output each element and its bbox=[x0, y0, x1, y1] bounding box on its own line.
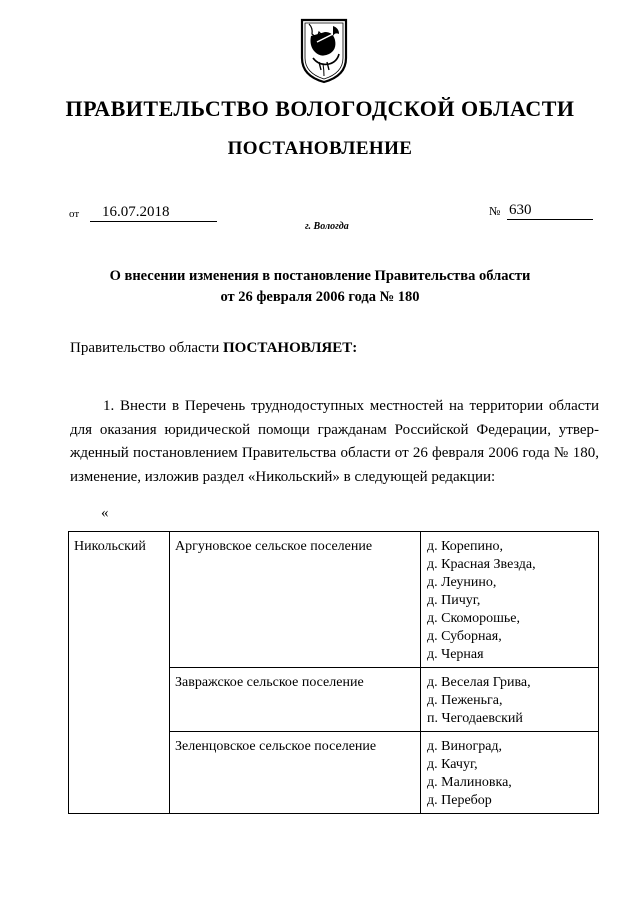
locality-item: п. Чегодаевский bbox=[427, 711, 523, 726]
decree-prefix: Правительство области bbox=[70, 340, 220, 356]
localities-cell bbox=[421, 668, 599, 732]
settlement-cell: Завражское сельское поселение bbox=[170, 668, 421, 732]
subject-line-1: О внесении изменения в постановление Правительства области bbox=[109, 268, 531, 284]
settlement-cell: Аргуновское сельское поселение bbox=[170, 532, 421, 668]
subject-heading bbox=[60, 266, 580, 308]
number-label: № bbox=[489, 204, 501, 218]
localities-table bbox=[68, 531, 599, 814]
date-label: от bbox=[69, 208, 80, 220]
coat-of-arms-icon bbox=[299, 18, 349, 84]
paragraph-1: 1. Внести в Перечень труднодоступных местностей на территории области для оказания юридической помощи гражданам Российской Федерации, утвержденный постановлением Правительства области от 26 февраля 2006 года № 180, изменение, изложив раздел «Никольский» в следующей редакции: bbox=[70, 398, 599, 485]
document-type: ПОСТАНОВЛЕНИЕ bbox=[227, 138, 413, 159]
city: г. Вологда bbox=[305, 221, 349, 232]
localities-cell bbox=[421, 532, 599, 668]
locality-item: д. Леунино, bbox=[427, 575, 497, 590]
decree-line bbox=[70, 340, 357, 357]
open-quote: « bbox=[101, 505, 109, 521]
decree-verb: ПОСТАНОВЛЯЕТ: bbox=[222, 340, 358, 356]
localities-cell bbox=[421, 732, 599, 814]
locality-item: д. Черная bbox=[427, 647, 484, 662]
locality-item: д. Корепино, bbox=[427, 539, 503, 554]
organization-title: ПРАВИТЕЛЬСТВО ВОЛОГОДСКОЙ ОБЛАСТИ bbox=[65, 96, 575, 121]
locality-item: д. Красная Звезда, bbox=[427, 557, 536, 572]
settlement-cell: Зеленцовское сельское поселение bbox=[170, 732, 421, 814]
locality-item: д. Скоморошье, bbox=[427, 611, 521, 626]
subject-line-2: от 26 февраля 2006 года № 180 bbox=[220, 289, 420, 305]
table-row bbox=[69, 532, 599, 668]
date-value: 16.07.2018 bbox=[90, 203, 217, 222]
locality-item: д. Пеженьга, bbox=[427, 693, 503, 708]
locality-item: д. Качуг, bbox=[427, 757, 478, 772]
locality-item: д. Суборная, bbox=[427, 629, 502, 644]
locality-item: д. Веселая Грива, bbox=[427, 675, 531, 690]
locality-item: д. Пичуг, bbox=[427, 593, 481, 608]
locality-item: д. Виноград, bbox=[427, 739, 503, 754]
district-cell: Никольский bbox=[69, 532, 170, 814]
locality-item: д. Перебор bbox=[427, 793, 492, 808]
number-value: 630 bbox=[507, 201, 593, 220]
locality-item: д. Малиновка, bbox=[427, 775, 512, 790]
